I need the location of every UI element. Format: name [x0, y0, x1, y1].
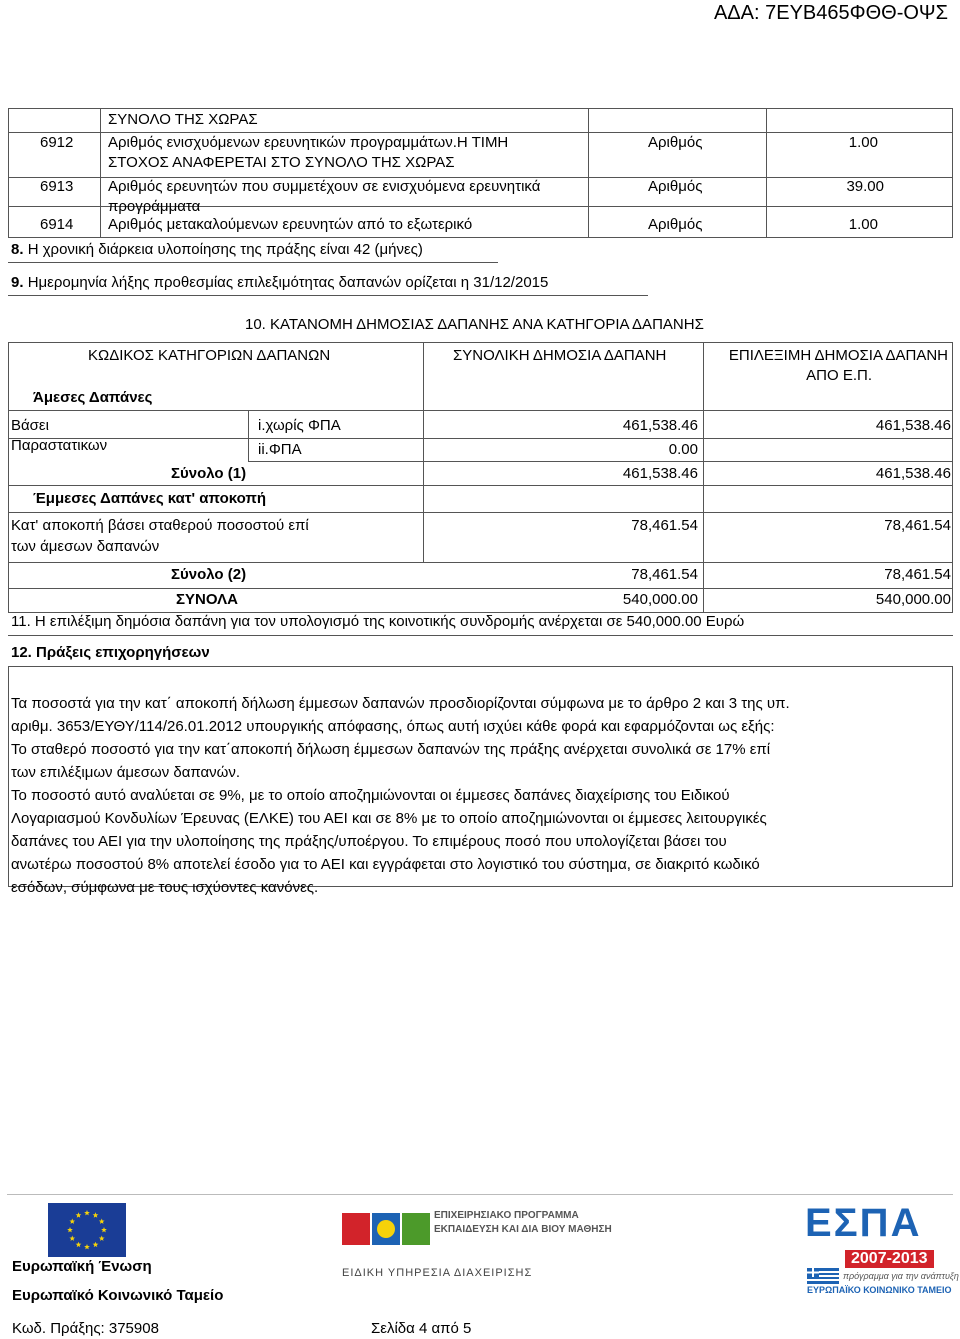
indicator-unit: Αριθμός	[648, 216, 703, 233]
espa-logo	[795, 1201, 959, 1297]
grand-total-eligible: 540,000.00	[875, 591, 951, 608]
col-header-total: ΣΥΝΟΛΙΚΗ ΔΗΜΟΣΙΑ ΔΑΠΑΝΗ	[453, 347, 667, 364]
col-header-eligible: ΕΠΙΛΕΞΙΜΗ ΔΗΜΟΣΙΑ ΔΑΠΑΝΗ	[728, 347, 948, 364]
row-label-novat: i.χωρίς ΦΠΑ	[258, 417, 341, 434]
indicator-code: 6913	[40, 178, 74, 195]
section-12-line: Τα ποσοστά για την κατ΄ αποκοπή δήλωση έμμεσων δαπανών προσδιορίζονται σύμφωνα με το άρθρο 2 και 3 της υπ.	[11, 695, 790, 712]
epeaek-logo	[342, 1205, 612, 1285]
espa-years: 2007-2013	[845, 1250, 934, 1268]
project-code: Κωδ. Πράξης: 375908	[12, 1320, 159, 1337]
section-10-title: 10. ΚΑΤΑΝΟΜΗ ΔΗΜΟΣΙΑΣ ΔΑΠΑΝΗΣ ΑΝΑ ΚΑΤΗΓΟΡΙΑ ΔΑΠΑΝΗΣ	[245, 316, 704, 333]
col-header-eligible-cont: ΑΠΟ Ε.Π.	[806, 367, 872, 384]
indicator-value: 39.00	[846, 178, 884, 195]
eu-union-label: Ευρωπαϊκή Ένωση	[12, 1258, 152, 1275]
flat-rate-total: 78,461.54	[631, 517, 698, 534]
section-12-line: δαπάνες του ΑΕΙ για την υλοποίησης της πράξης/υποέργου. Το επιμέρους ποσό που υπολογίζεται βάσει του	[11, 833, 727, 850]
epeaek-text-1: ΕΠΙΧΕΙΡΗΣΙΑΚΟ ΠΡΟΓΡΑΜΜΑ	[434, 1210, 579, 1221]
subtotal-2-total: 78,461.54	[631, 566, 698, 583]
espa-fund: ΕΥΡΩΠΑΪΚΟ ΚΟΙΝΩΝΙΚΟ ΤΑΜΕΙΟ	[807, 1285, 952, 1295]
subtotal-1-eligible: 461,538.46	[875, 465, 951, 482]
indicator-desc-cont: ΣΤΟΧΟΣ ΑΝΑΦΕΡΕΤΑΙ ΣΤΟ ΣΥΝΟΛΟ ΤΗΣ ΧΩΡΑΣ	[108, 154, 455, 171]
indicator-desc-cont: προγράμματα	[108, 198, 201, 215]
section-12-line: Το ποσοστό αυτό αναλύεται σε 9%, με το οποίο αποζημιώνονται οι έμμεσες δαπάνες διαχείρισης του Ειδικού	[11, 787, 730, 804]
row-eligible-novat: 461,538.46	[875, 417, 951, 434]
section-11: 11. Η επιλέξιμη δημόσια δαπάνη για τον υπολογισμό της κοινοτικής συνδρομής ανέρχεται σε 540,000.00 Ευρώ	[11, 613, 745, 630]
section-12-line: των επιλέξιμων άμεσων δαπανών.	[11, 764, 241, 781]
indicator-value: 1.00	[848, 216, 878, 233]
flat-rate-label-cont: των άμεσων δαπανών	[11, 538, 160, 555]
indicator-desc: Αριθμός ενισχυόμενων ερευνητικών προγραμμάτων.Η ΤΙΜΗ	[108, 134, 509, 151]
indicator-code: 6914	[40, 216, 74, 233]
indicator-unit: Αριθμός	[648, 134, 703, 151]
row-total-vat: 0.00	[668, 441, 698, 458]
section-12-line: αριθμ. 3653/ΕΥΘΥ/114/26.01.2012 υπουργικής απόφασης, όπως αυτή ισχύει κάθε φορά και εφαρμόζονται ως εξής:	[11, 718, 775, 735]
flat-rate-label: Κατ' αποκοπή βάσει σταθερού ποσοστού επί	[11, 517, 309, 534]
section-12-title: 12. Πράξεις επιχορηγήσεων	[11, 644, 210, 661]
indicator-desc: Αριθμός ερευνητών που συμμετέχουν σε ενισχυόμενα ερευνητικά	[108, 178, 541, 195]
flat-rate-eligible: 78,461.54	[884, 517, 951, 534]
col-header-code: ΚΩΔΙΚΟΣ ΚΑΤΗΓΟΡΙΩΝ ΔΑΠΑΝΩΝ	[88, 347, 331, 364]
epeaek-text-2: ΕΚΠΑΙΔΕΥΣΗ ΚΑΙ ΔΙΑ ΒΙΟΥ ΜΑΘΗΣΗ	[434, 1224, 612, 1235]
indicator-value: 1.00	[848, 134, 878, 151]
espa-slogan: πρόγραμμα για την ανάπτυξη	[843, 1271, 959, 1281]
row-label-vat: ii.ΦΠΑ	[258, 441, 302, 458]
eu-flag-logo	[48, 1203, 126, 1257]
grand-total: 540,000.00	[622, 591, 698, 608]
subtotal-1-total: 461,538.46	[622, 465, 698, 482]
indicator-label: ΣΥΝΟΛΟ ΤΗΣ ΧΩΡΑΣ	[108, 111, 258, 128]
section-12-line: Το σταθερό ποσοστό για την κατ΄αποκοπή δήλωση έμμεσων δαπανών της πράξης ανέρχεται συνολικά σε 17% επί	[11, 741, 771, 758]
direct-expenses-heading: Άμεσες Δαπάνες	[33, 389, 153, 406]
subtotal-2-label: Σύνολο (2)	[171, 566, 247, 583]
subtotal-1-label: Σύνολο (1)	[171, 465, 247, 482]
section-12-line: Λογαριασμού Κονδυλίων Έρευνας (ΕΛΚΕ) του ΑΕΙ και σε 8% με το οποίο αποζημιώνονται οι έμμεσες λειτουργικές	[11, 810, 767, 827]
section-12-line: εσόδων, σύμφωνα με τους ισχύοντες κανόνες.	[11, 879, 319, 896]
ada-code: ΑΔΑ: 7ΕΥΒ465ΦΘΘ-ΟΨΣ	[713, 2, 948, 24]
section-8: 8. Η χρονική διάρκεια υλοποίησης της πράξης είναι 42 (μήνες)	[11, 241, 423, 258]
row-total-novat: 461,538.46	[622, 417, 698, 434]
eu-fund-label: Ευρωπαϊκό Κοινωνικό Ταμείο	[12, 1287, 224, 1304]
section-12-text	[11, 692, 941, 899]
basis-label: Βάσει	[11, 417, 49, 434]
page-number: Σελίδα 4 από 5	[371, 1320, 472, 1337]
basis-label-cont: Παραστατικων	[11, 437, 108, 454]
epeaek-text-3: ΕΙΔΙΚΗ ΥΠΗΡΕΣΙΑ ΔΙΑΧΕΙΡΙΣΗΣ	[342, 1267, 533, 1279]
indicator-unit: Αριθμός	[648, 178, 703, 195]
indirect-expenses-heading: Έμμεσες Δαπάνες κατ' αποκοπή	[33, 490, 267, 507]
section-12-line: ανωτέρω ποσοστού 8% αποτελεί έσοδο για το ΑΕΙ και εγγράφεται στο λογιστικό του σύστημα, σε διακριτό κωδικό	[11, 856, 760, 873]
greek-flag-icon	[807, 1268, 839, 1284]
grand-total-label: ΣΥΝΟΛΑ	[176, 591, 238, 608]
indicator-desc: Αριθμός μετακαλούμενων ερευνητών από το εξωτερικό	[108, 216, 473, 233]
section-9: 9. Ημερομηνία λήξης προθεσμίας επιλεξιμότητας δαπανών ορίζεται η 31/12/2015	[11, 274, 549, 291]
subtotal-2-eligible: 78,461.54	[884, 566, 951, 583]
espa-wordmark: ΕΣΠΑ	[805, 1201, 922, 1245]
indicator-code: 6912	[40, 134, 74, 151]
